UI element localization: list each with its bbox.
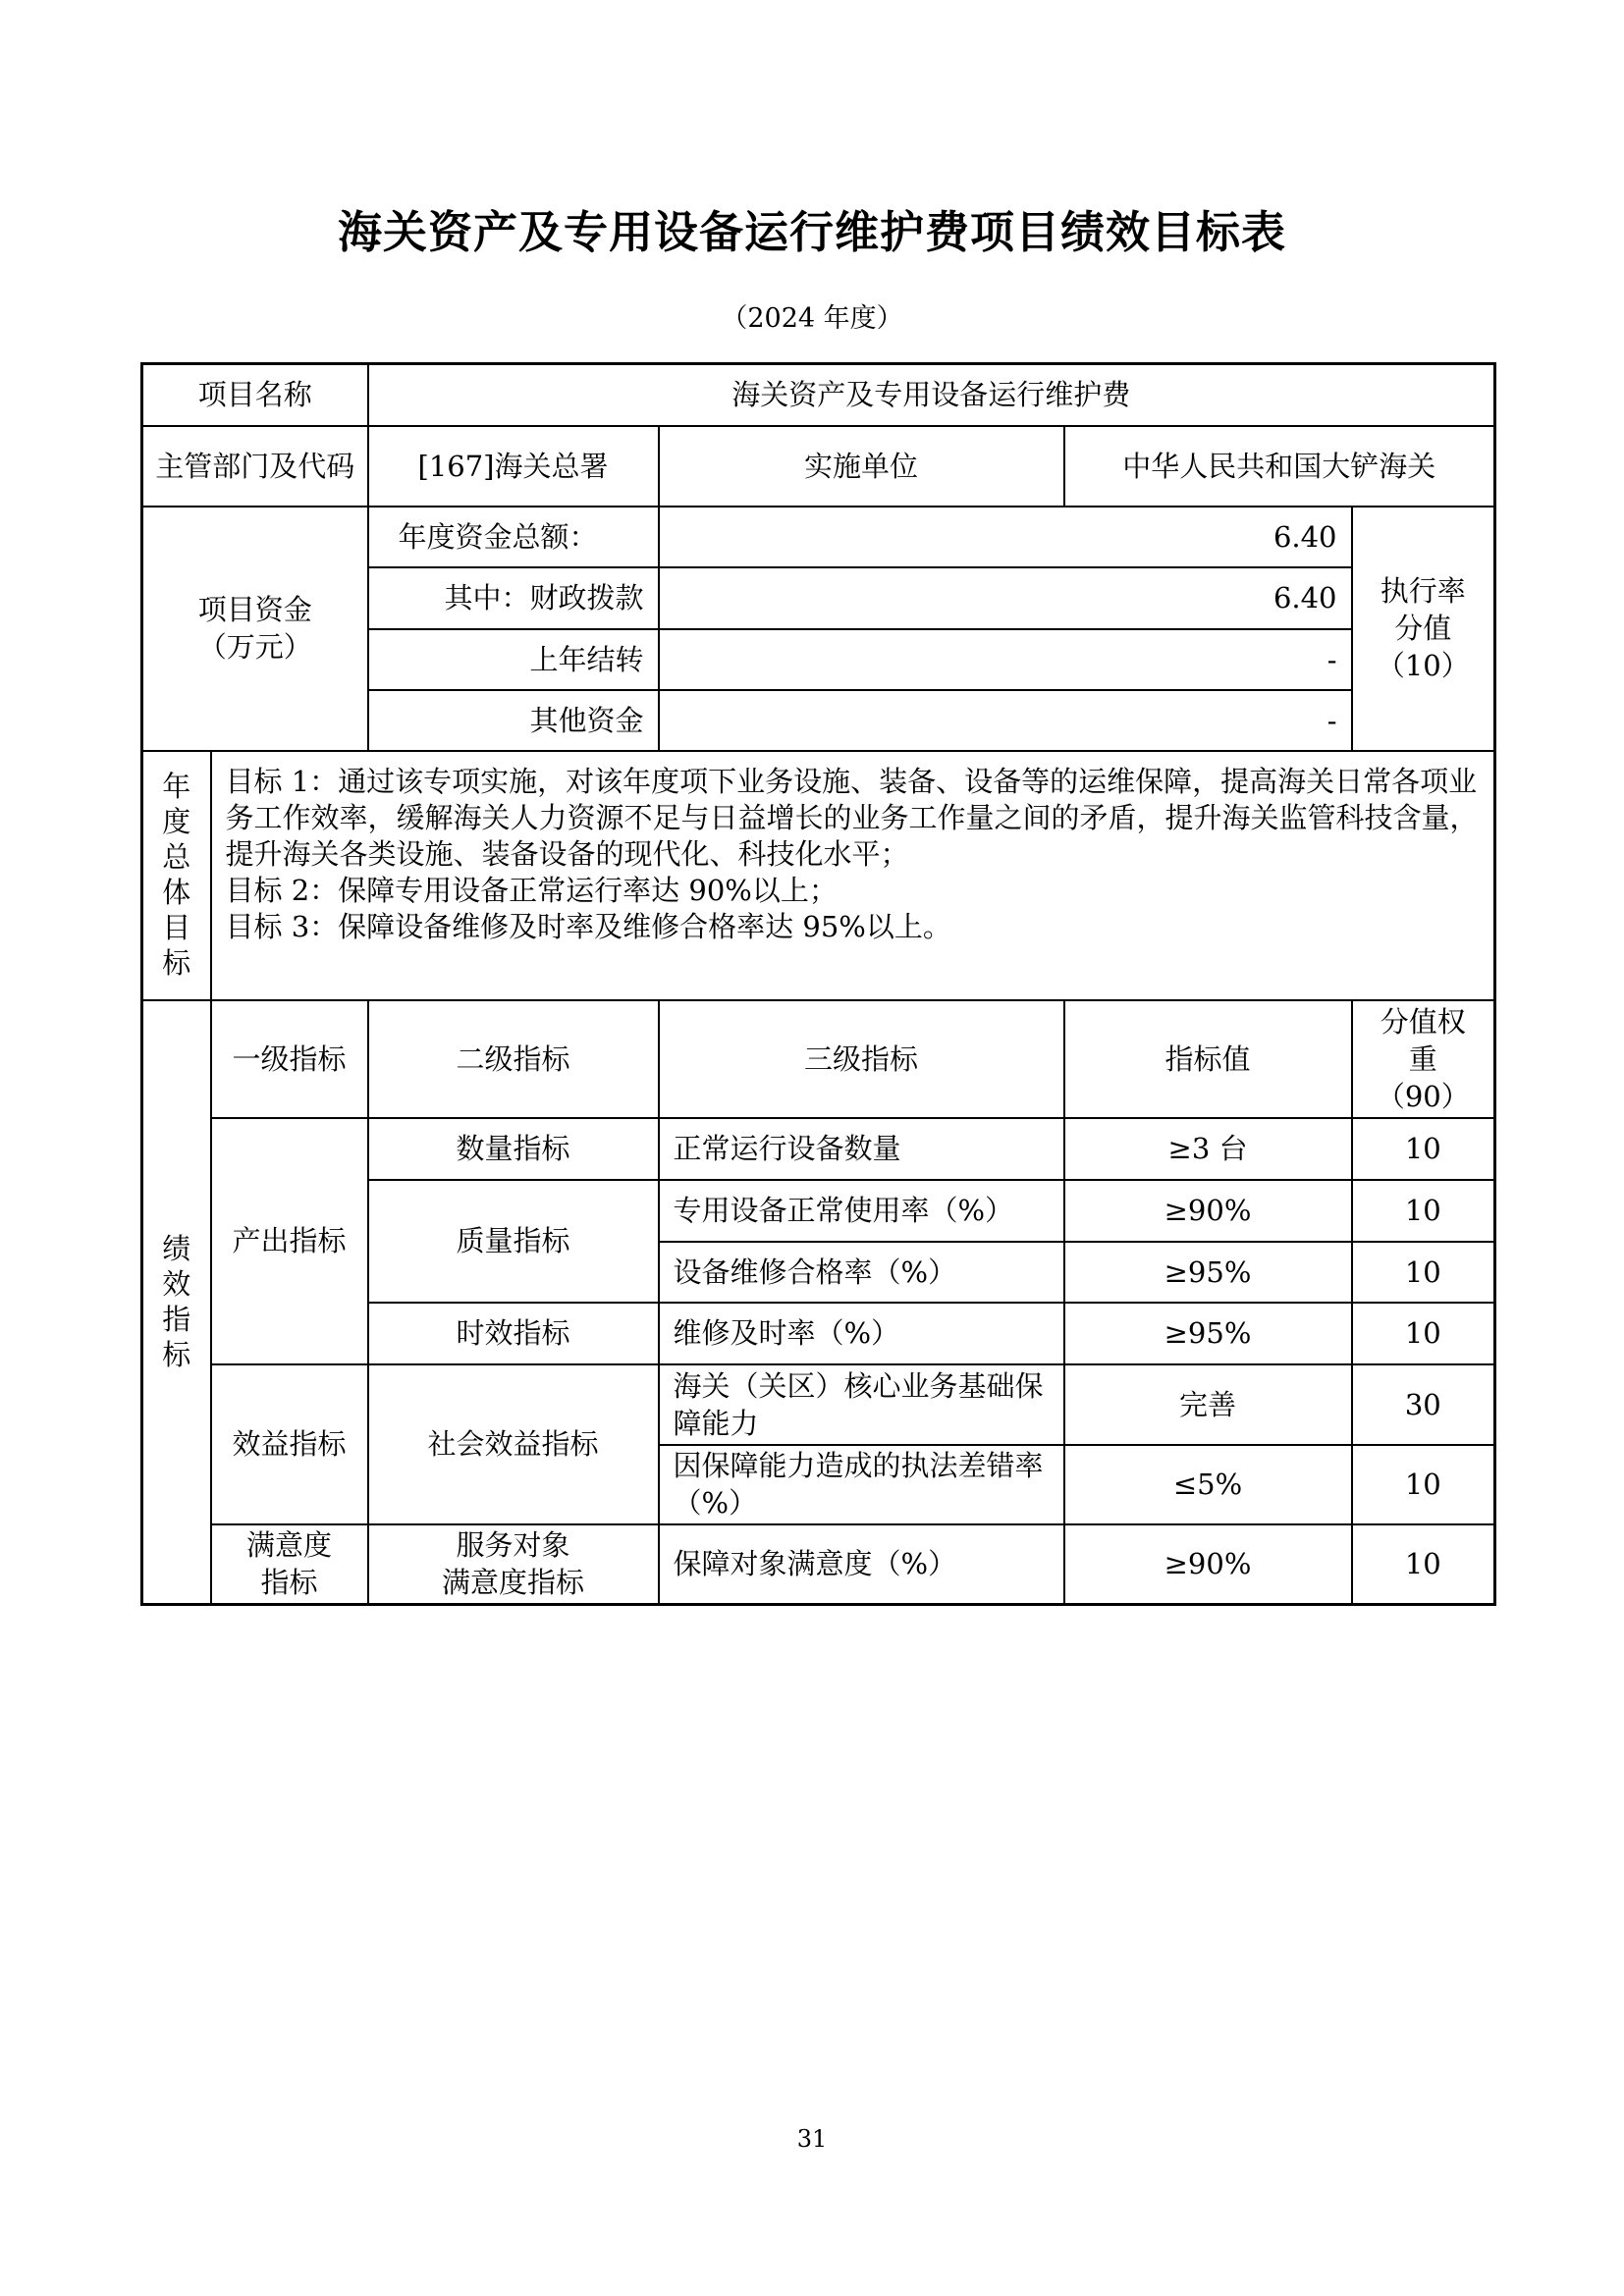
header-weight <box>1352 1000 1495 1118</box>
execution-rate-line3: （10） <box>1376 649 1470 682</box>
output-level1: 产出指标 <box>211 1118 368 1364</box>
satisfaction-weight: 10 <box>1352 1524 1495 1605</box>
project-name-value: 海关资产及专用设备运行维护费 <box>368 364 1495 426</box>
timeliness-weight: 10 <box>1352 1303 1495 1364</box>
benefit-level3-1: 海关（关区）核心业务基础保障能力 <box>659 1364 1064 1445</box>
funds-total-label: 年度资金总额： <box>368 507 659 567</box>
dept-label <box>142 426 368 507</box>
funds-label <box>142 507 368 751</box>
quantity-weight: 10 <box>1352 1118 1495 1180</box>
funds-carryover-label: 上年结转 <box>368 629 659 690</box>
benefit-weight-1: 30 <box>1352 1364 1495 1445</box>
timeliness-level3: 维修及时率（%） <box>659 1303 1064 1364</box>
funds-fiscal-value: 6.40 <box>659 567 1352 629</box>
quality-level3-1: 专用设备正常使用率（%） <box>659 1180 1064 1242</box>
funds-fiscal-label: 其中：财政拨款 <box>368 567 659 629</box>
annual-goals-content <box>211 751 1495 1000</box>
annual-goals-label <box>142 751 211 1000</box>
funds-total-value: 6.40 <box>659 507 1352 567</box>
quality-target-2: ≥95% <box>1064 1242 1352 1303</box>
header-weight-line2: 重 <box>1408 1041 1437 1076</box>
satisfaction-level3: 保障对象满意度（%） <box>659 1524 1064 1605</box>
goal-2: 目标 2：保障专用设备正常运行率达 90%以上； <box>225 873 838 907</box>
annual-goals-label-text: 年度总体目标 <box>162 770 191 980</box>
benefit-target-1: 完善 <box>1064 1364 1352 1445</box>
performance-target-table <box>140 362 1496 1606</box>
quality-target-1: ≥90% <box>1064 1180 1352 1242</box>
goal-3: 目标 3：保障设备维修及时率及维修合格率达 95%以上。 <box>225 909 951 943</box>
timeliness-target: ≥95% <box>1064 1303 1352 1364</box>
header-level3: 三级指标 <box>659 1000 1064 1118</box>
performance-label <box>142 1000 211 1605</box>
execution-rate-line1: 执行率 <box>1380 574 1466 608</box>
benefit-target-2: ≤5% <box>1064 1445 1352 1524</box>
funds-carryover-value: - <box>659 629 1352 690</box>
header-level1: 一级指标 <box>211 1000 368 1118</box>
funds-label-line1: 项目资金 <box>197 593 312 626</box>
impl-unit-value: 中华人民共和国大铲海关 <box>1064 426 1495 507</box>
header-target: 指标值 <box>1064 1000 1352 1118</box>
execution-rate-line2: 分值 <box>1394 612 1452 645</box>
quality-level2: 质量指标 <box>368 1180 659 1303</box>
satisfaction-target: ≥90% <box>1064 1524 1352 1605</box>
satisfaction-level1-line2: 指标 <box>260 1566 318 1600</box>
project-name-label: 项目名称 <box>142 364 368 426</box>
dept-value: [167]海关总署 <box>368 426 659 507</box>
benefit-level2: 社会效益指标 <box>368 1364 659 1524</box>
execution-rate-label <box>1352 507 1495 751</box>
quality-weight-1: 10 <box>1352 1180 1495 1242</box>
benefit-level3-2: 因保障能力造成的执法差错率（%） <box>659 1445 1064 1524</box>
quantity-level3: 正常运行设备数量 <box>659 1118 1064 1180</box>
satisfaction-level2-line1: 服务对象 <box>456 1528 570 1563</box>
impl-unit-label: 实施单位 <box>659 426 1064 507</box>
page-number: 31 <box>796 2125 828 2153</box>
quantity-target: ≥3 台 <box>1064 1118 1352 1180</box>
goal-1: 目标 1：通过该专项实施，对该年度项下业务设施、装备、设备等的运维保障，提高海关日常各项业务工作效率，缓解海关人力资源不足与日益增长的业务工作量之间的矛盾，提升海关监管科技含量，提升海关各类设施、装备设备的现代化、科技化水平； <box>225 764 1479 871</box>
header-level2: 二级指标 <box>368 1000 659 1118</box>
funds-other-value: - <box>659 690 1352 751</box>
page-subtitle: （2024 年度） <box>721 303 903 334</box>
performance-label-text: 绩效指标 <box>162 1231 191 1371</box>
quality-level3-2: 设备维修合格率（%） <box>659 1242 1064 1303</box>
quality-weight-2: 10 <box>1352 1242 1495 1303</box>
satisfaction-level1-line1: 满意度 <box>246 1528 333 1563</box>
timeliness-level2: 时效指标 <box>368 1303 659 1364</box>
satisfaction-level1 <box>211 1524 368 1605</box>
header-weight-line3: （90） <box>1376 1079 1470 1113</box>
funds-label-line2: （万元） <box>197 630 312 664</box>
header-weight-line1: 分值权 <box>1380 1004 1466 1039</box>
satisfaction-level2-line2: 满意度指标 <box>442 1566 585 1600</box>
funds-other-label: 其他资金 <box>368 690 659 751</box>
benefit-level1: 效益指标 <box>211 1364 368 1524</box>
satisfaction-level2 <box>368 1524 659 1605</box>
quantity-level2: 数量指标 <box>368 1118 659 1180</box>
benefit-weight-2: 10 <box>1352 1445 1495 1524</box>
page-title: 海关资产及专用设备运行维护费项目绩效目标表 <box>337 206 1286 258</box>
dept-label-text: 主管部门及代码 <box>155 449 355 483</box>
